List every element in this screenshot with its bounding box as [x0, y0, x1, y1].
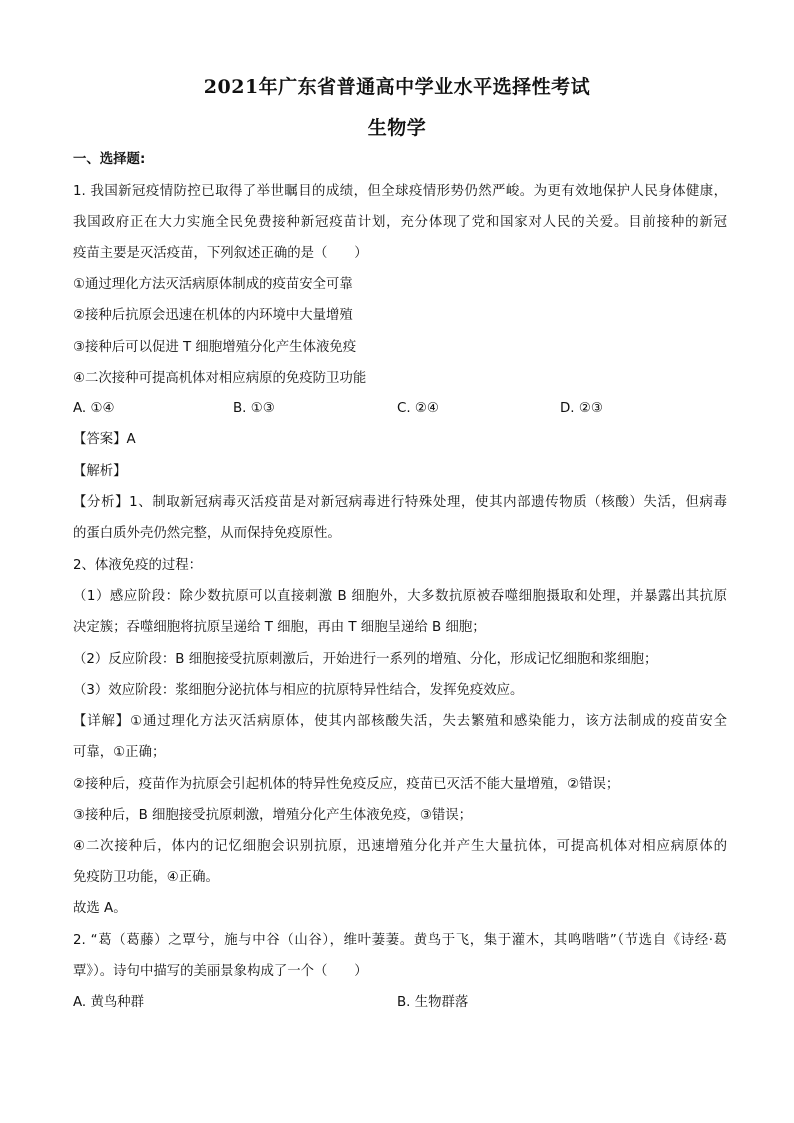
- q1-statement: ④二次接种可提高机体对相应病原的免疫防卫功能: [73, 371, 367, 386]
- q1-detail-line: ③接种后，B 细胞接受抗原刺激，增殖分化产生体液免疫，③错误；: [73, 808, 472, 823]
- q1-option-a: A. ①④: [73, 401, 115, 416]
- section-heading: 一、选择题:: [73, 152, 146, 167]
- q1-answer: 【答案】A: [73, 432, 136, 447]
- q1-analysis-line: 【分析】1、制取新冠病毒灭活疫苗是对新冠病毒进行特殊处理，使其内部遗传物质（核酸）失活，但病毒: [73, 495, 727, 510]
- q1-option-d: D. ②③: [560, 401, 603, 416]
- q1-statement: ③接种后可以促进 T 细胞增殖分化产生体液免疫: [73, 340, 357, 355]
- exam-title: 2021年广东省普通高中学业水平选择性考试: [203, 76, 591, 98]
- q2-option-b: B. 生物群落: [397, 995, 469, 1010]
- q1-analysis-line: （2）反应阶段：B 细胞接受抗原刺激后，开始进行一系列的增殖、分化，形成记忆细胞和浆细胞；: [73, 652, 658, 667]
- q1-detail-line: 可靠，①正确；: [73, 745, 166, 760]
- q1-detail-line: 【详解】①通过理化方法灭活病原体，使其内部核酸失活，失去繁殖和感染能力，该方法制成的疫苗安全: [73, 714, 727, 729]
- q1-stem-line: 1. 我国新冠疫情防控已取得了举世瞩目的成绩，但全球疫情形势仍然严峻。为更有效地保护人民身体健康，: [73, 184, 727, 199]
- q1-stem-line: 我国政府正在大力实施全民免费接种新冠疫苗计划，充分体现了党和国家对人民的关爱。目前接种的新冠: [73, 215, 727, 230]
- q1-option-c: C. ②④: [397, 401, 439, 416]
- q1-analysis-line: 2、体液免疫的过程：: [73, 558, 203, 573]
- q2-option-a: A. 黄鸟种群: [73, 995, 144, 1010]
- q1-detail-line: 免疫防卫功能，④正确。: [73, 870, 219, 885]
- q1-detail-line: ④二次接种后，体内的记忆细胞会识别抗原，迅速增殖分化并产生大量抗体，可提高机体对相应病原体的: [73, 839, 727, 854]
- q1-stem-line: 疫苗主要是灭活疫苗，下列叙述正确的是（ ）: [73, 246, 368, 261]
- q1-detail-line: ②接种后，疫苗作为抗原会引起机体的特异性免疫反应，疫苗已灭活不能大量增殖，②错误；: [73, 777, 620, 792]
- q2-stem-line: 覃》）。诗句中描写的美丽景象构成了一个（ ）: [73, 964, 368, 979]
- exam-subject: 生物学: [367, 117, 427, 139]
- q1-analysis-line: 决定簇；吞噬细胞将抗原呈递给 T 细胞，再由 T 细胞呈递给 B 细胞；: [73, 620, 486, 635]
- q1-statement: ①通过理化方法灭活病原体制成的疫苗安全可靠: [73, 277, 353, 292]
- q2-stem-line: 2. “葛（葛藤）之覃兮，施与中谷（山谷），维叶萋萋。黄鸟于飞，集于灌木，其鸣喈喈”（节选自《诗经·葛: [73, 933, 727, 948]
- q1-statement: ②接种后抗原会迅速在机体的内环境中大量增殖: [73, 308, 353, 323]
- q1-analysis-line: 的蛋白质外壳仍然完整，从而保持免疫原性。: [73, 526, 341, 541]
- q1-conclusion: 故选 A。: [73, 901, 127, 916]
- q1-analysis-line: （3）效应阶段：浆细胞分泌抗体与相应的抗原特异性结合，发挥免疫效应。: [73, 683, 524, 698]
- q1-analysis-line: （1）感应阶段：除少数抗原可以直接刺激 B 细胞外，大多数抗原被吞噬细胞摄取和处理，并暴露出其抗原: [73, 589, 727, 604]
- q1-option-b: B. ①③: [233, 401, 275, 416]
- q1-analysis-label: 【解析】: [73, 464, 127, 479]
